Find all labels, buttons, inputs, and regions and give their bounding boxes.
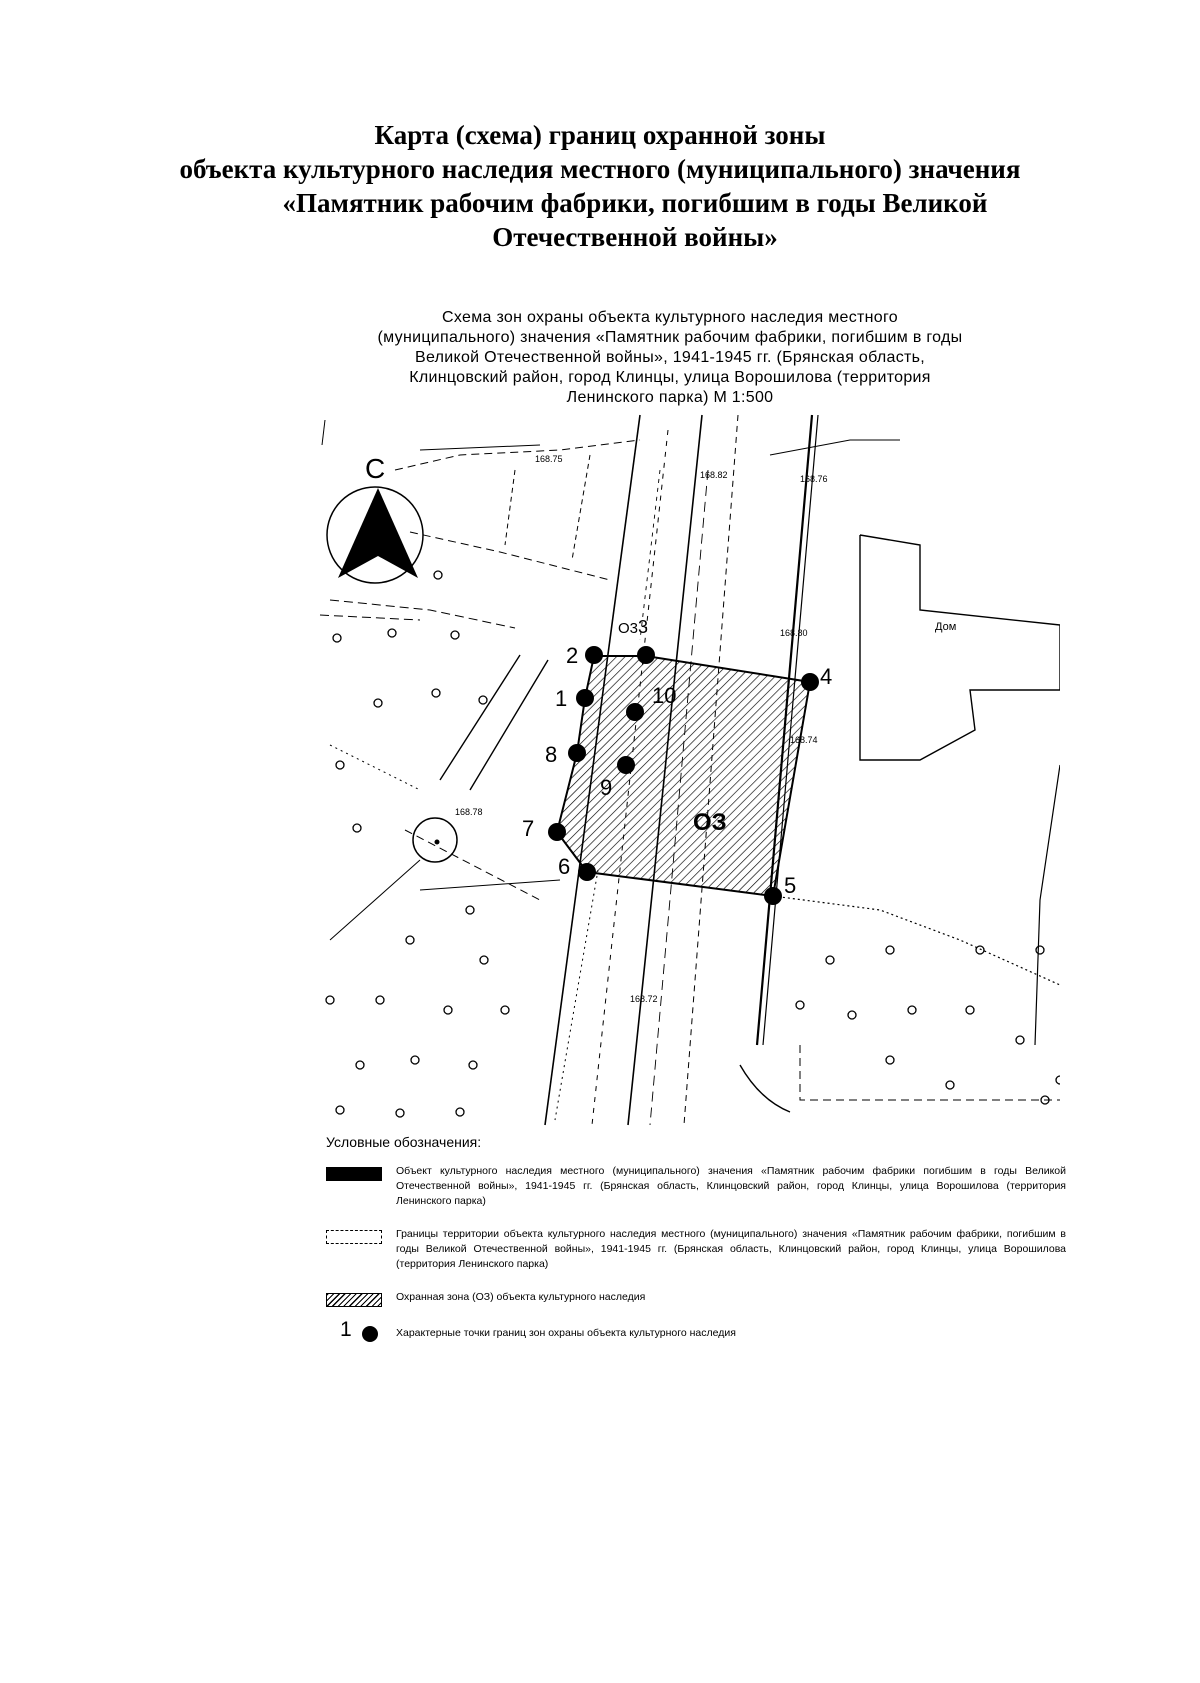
compass-north-arrow xyxy=(327,453,423,583)
dashed-outline-swatch-icon xyxy=(326,1230,382,1244)
legend xyxy=(326,1134,1066,1343)
point-label-8: 8 xyxy=(545,742,558,767)
point-label-2: 2 xyxy=(566,643,579,668)
title-line-2: объекта культурного наследия местного (муниципального) значения xyxy=(179,154,1021,184)
north-letter: С xyxy=(365,453,386,484)
boundary-point-3-marker xyxy=(637,646,655,664)
point-label-4: 4 xyxy=(820,664,833,689)
caption-line-2: (муниципального) значения «Памятник рабочим фабрики, погибшим в годы xyxy=(377,329,963,346)
legend-point-number: 1 xyxy=(340,1318,352,1341)
point-label-6: 6 xyxy=(558,854,571,879)
elevation-mark-3: 168.82 xyxy=(700,470,728,480)
title-line-3: «Памятник рабочим фабрики, погибшим в годы Великой xyxy=(282,188,988,218)
point-label-5: 5 xyxy=(784,873,797,898)
elevation-mark-4: 168.80 xyxy=(780,628,808,638)
boundary-point-1-marker xyxy=(576,689,594,707)
elevation-mark-2: 168.76 xyxy=(800,474,828,484)
legend-item-territory-text: Границы территории объекта культурного наследия местного (муниципального) значения «Памятник рабочим фабрики, погибшим в годы Великой Отечественной войны», 1941-1945 гг. (Брянская область, Клинцовский район, город Клинцы, улица Ворошилова (территория Ленинского парка) xyxy=(396,1228,1066,1270)
black-dot-icon xyxy=(362,1326,378,1342)
elevation-mark-1: 168.75 xyxy=(535,454,563,464)
boundary-point-2-marker xyxy=(585,646,603,664)
site-plan-map xyxy=(300,408,1060,1128)
title-line-1: Карта (схема) границ охранной зоны xyxy=(374,120,826,150)
building-label: Дом xyxy=(935,621,957,633)
boundary-point-10-marker xyxy=(626,703,644,721)
caption-line-3: Великой Отечественной войны», 1941-1945 гг. (Брянская область, xyxy=(414,349,925,366)
legend-heading: Условные обозначения: xyxy=(326,1134,482,1150)
map-svg xyxy=(300,408,1060,1128)
legend-item-object xyxy=(326,1164,1066,1209)
caption-line-5: Ленинского парка) М 1:500 xyxy=(566,389,774,406)
point-label-9: 9 xyxy=(600,775,613,800)
point-label-10: 10 xyxy=(652,683,677,708)
boundary-point-7-marker xyxy=(548,823,566,841)
boundary-point-5-marker xyxy=(764,887,782,905)
legend-item-point xyxy=(326,1318,1066,1343)
boundary-point-8-marker xyxy=(568,744,586,762)
boundary-point-6-marker xyxy=(578,863,596,881)
point-label-7: 7 xyxy=(522,816,535,841)
solid-black-swatch-icon xyxy=(326,1167,382,1181)
caption-line-4: Клинцовский район, город Клинцы, улица Ворошилова (территория xyxy=(409,369,931,386)
zone-label: ОЗ xyxy=(693,809,727,836)
legend-point-text: Характерные точки границ зон охраны объекта культурного наследия xyxy=(396,1327,736,1339)
page-title xyxy=(0,118,1200,254)
legend-item-zone-text: Охранная зона (ОЗ) объекта культурного наследия xyxy=(396,1291,646,1303)
boundary-point-9-marker xyxy=(617,756,635,774)
elevation-mark-5: 168.74 xyxy=(790,735,818,745)
legend-item-territory xyxy=(326,1227,1066,1272)
boundary-point-4-marker xyxy=(801,673,819,691)
legend-item-object-text: Объект культурного наследия местного (муниципального) значения «Памятник рабочим фабрики погибшим в годы Великой Отечественной войны», 1941-1945 гг. (Брянская область, Клинцовский район, город Клинцы, улица Ворошилова (территория Ленинского парка) xyxy=(396,1165,1066,1207)
elevation-mark-6: 168.78 xyxy=(455,807,483,817)
legend-item-zone xyxy=(326,1290,1066,1305)
caption-line-1: Схема зон охраны объекта культурного наследия местного xyxy=(442,309,898,326)
zone-label-small: О3 xyxy=(618,620,639,637)
point-label-1: 1 xyxy=(555,686,568,711)
map-caption xyxy=(290,308,1050,408)
elevation-mark-7: 168.72 xyxy=(630,994,658,1004)
protection-zone-area xyxy=(557,656,810,896)
point-label-3: 3 xyxy=(638,617,649,637)
title-line-4: Отечественной войны» xyxy=(492,222,778,252)
hatched-swatch-icon xyxy=(326,1293,382,1307)
